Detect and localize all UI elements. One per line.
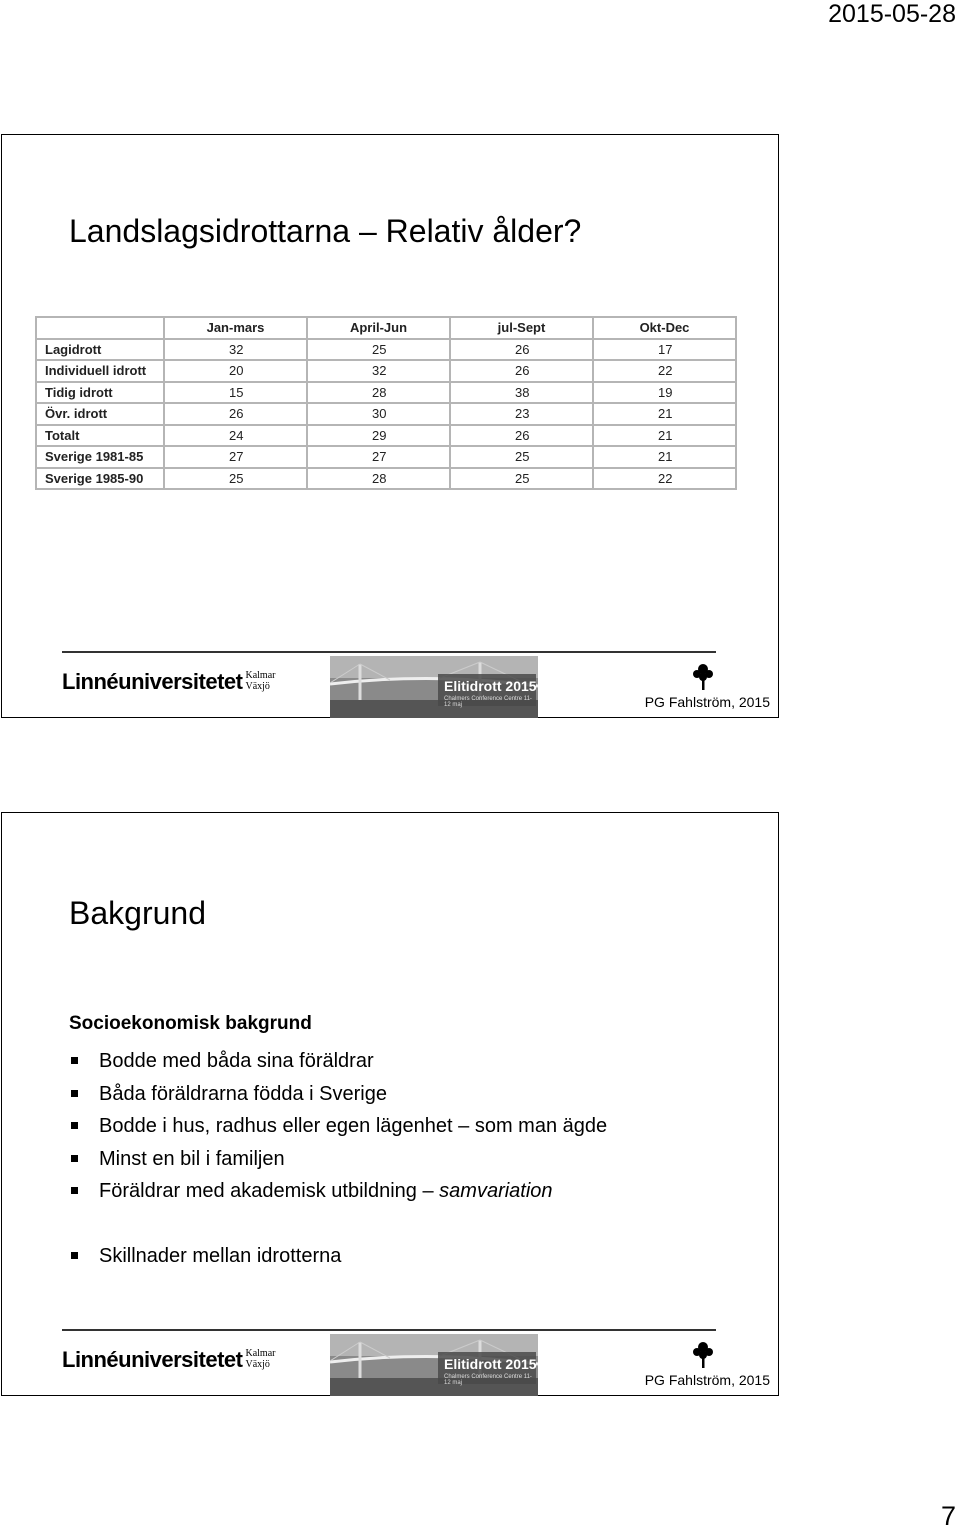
university-logo: [62, 669, 275, 695]
table-header-cell: jul-Sept: [450, 317, 593, 339]
table-cell: 24: [164, 425, 307, 447]
bullet-square-icon: [71, 1090, 78, 1097]
table-cell: 28: [307, 382, 450, 404]
table-cell: 38: [450, 382, 593, 404]
table-cell: 30: [307, 403, 450, 425]
logo-city-vaxjo: Växjö: [245, 1359, 270, 1370]
table-cell: 26: [450, 425, 593, 447]
table-row: [36, 382, 736, 404]
bullet-square-icon: [71, 1057, 78, 1064]
table-row: [36, 468, 736, 490]
table-cell: 15: [164, 382, 307, 404]
conference-banner: [330, 656, 538, 718]
logo-city-kalmar: Kalmar: [245, 1348, 276, 1359]
subheading: Socioekonomisk bakgrund: [69, 1013, 312, 1034]
row-label: Tidig idrott: [36, 382, 164, 404]
conference-banner: [330, 1334, 538, 1396]
table-cell: 27: [307, 446, 450, 468]
table-row: [36, 446, 736, 468]
table-row: [36, 339, 736, 361]
list-item: [69, 1143, 607, 1176]
bullet-section: [69, 1013, 607, 1272]
table-header-cell: Okt-Dec: [593, 317, 736, 339]
table-cell: 21: [593, 446, 736, 468]
logo-cities: [245, 670, 275, 692]
bullet-square-icon: [71, 1122, 78, 1129]
bullet-emphasis: samvariation: [439, 1180, 553, 1202]
bullet-text: Bodde i hus, radhus eller egen lägenhet – som man ägde: [99, 1115, 608, 1137]
table-cell: 25: [450, 468, 593, 490]
table-cell: 26: [450, 360, 593, 382]
banner-subtitle: Chalmers Conference Centre 11-12 maj: [444, 1374, 532, 1386]
bullet-square-icon: [71, 1252, 78, 1259]
table-cell: 19: [593, 382, 736, 404]
page-number: 7: [940, 1501, 956, 1531]
bullet-text: Föräldrar med akademisk utbildning –: [99, 1180, 440, 1202]
slide-background: [1, 812, 779, 1396]
table-cell: 29: [307, 425, 450, 447]
footer-divider: [62, 651, 716, 653]
tree-icon: [692, 662, 714, 697]
row-label: Sverige 1985-90: [36, 468, 164, 490]
banner-title: Elitidrott 2015: [444, 678, 537, 694]
table-cell: 25: [450, 446, 593, 468]
university-logo: [62, 1347, 275, 1373]
row-label: Övr. idrott: [36, 403, 164, 425]
table-cell: 28: [307, 468, 450, 490]
table-cell: 23: [450, 403, 593, 425]
table-cell: 32: [307, 360, 450, 382]
table-cell: 20: [164, 360, 307, 382]
banner-subtitle: Chalmers Conference Centre 11-12 maj: [444, 696, 532, 708]
list-item: [69, 1110, 607, 1143]
slide-title: Bakgrund: [69, 895, 206, 931]
list-item: [69, 1078, 607, 1111]
bullet-square-icon: [71, 1187, 78, 1194]
footer-author: PG Fahlström, 2015: [644, 694, 770, 710]
table-cell: 22: [593, 360, 736, 382]
list-item: [69, 1240, 607, 1273]
list-item: [69, 1045, 607, 1078]
table-cell: 25: [307, 339, 450, 361]
table-cell: 17: [593, 339, 736, 361]
relative-age-table: [35, 316, 737, 490]
bullet-square-icon: [71, 1155, 78, 1162]
list-item: [69, 1175, 607, 1208]
logo-cities: [245, 1348, 275, 1370]
table-cell: 25: [164, 468, 307, 490]
bullet-text: Minst en bil i familjen: [99, 1147, 285, 1170]
row-label: Individuell idrott: [36, 360, 164, 382]
logo-city-kalmar: Kalmar: [245, 670, 276, 681]
bullet-list: [69, 1045, 607, 1272]
table-cell: 26: [164, 403, 307, 425]
tree-icon: [692, 1340, 714, 1375]
footer-author: PG Fahlström, 2015: [644, 1372, 770, 1388]
logo-wordmark: Linnéuniversitetet: [62, 1347, 243, 1372]
row-label: Lagidrott: [36, 339, 164, 361]
table-row: [36, 360, 736, 382]
row-label: Totalt: [36, 425, 164, 447]
table-cell: 22: [593, 468, 736, 490]
table-row: [36, 425, 736, 447]
table-row: [36, 403, 736, 425]
logo-city-vaxjo: Växjö: [245, 681, 270, 692]
table-cell: 21: [593, 425, 736, 447]
table-header-row: [36, 317, 736, 339]
slide-relative-age: [1, 134, 779, 718]
bullet-text: Bodde med båda sina föräldrar: [99, 1050, 374, 1072]
slide-title: Landslagsidrottarna – Relativ ålder?: [69, 213, 582, 249]
table-cell: 21: [593, 403, 736, 425]
bullet-text: Båda föräldrarna födda i Sverige: [99, 1082, 387, 1105]
bullet-text: Skillnader mellan idrotterna: [99, 1244, 342, 1267]
banner-title: Elitidrott 2015: [444, 1356, 537, 1372]
table-cell: 32: [164, 339, 307, 361]
table-cell: 27: [164, 446, 307, 468]
table-header-cell: [36, 317, 164, 339]
page-date: 2015-05-28: [828, 0, 956, 28]
footer-divider: [62, 1329, 716, 1331]
table-header-cell: Jan-mars: [164, 317, 307, 339]
logo-wordmark: Linnéuniversitetet: [62, 669, 243, 694]
table-cell: 26: [450, 339, 593, 361]
row-label: Sverige 1981-85: [36, 446, 164, 468]
table-header-cell: April-Jun: [307, 317, 450, 339]
